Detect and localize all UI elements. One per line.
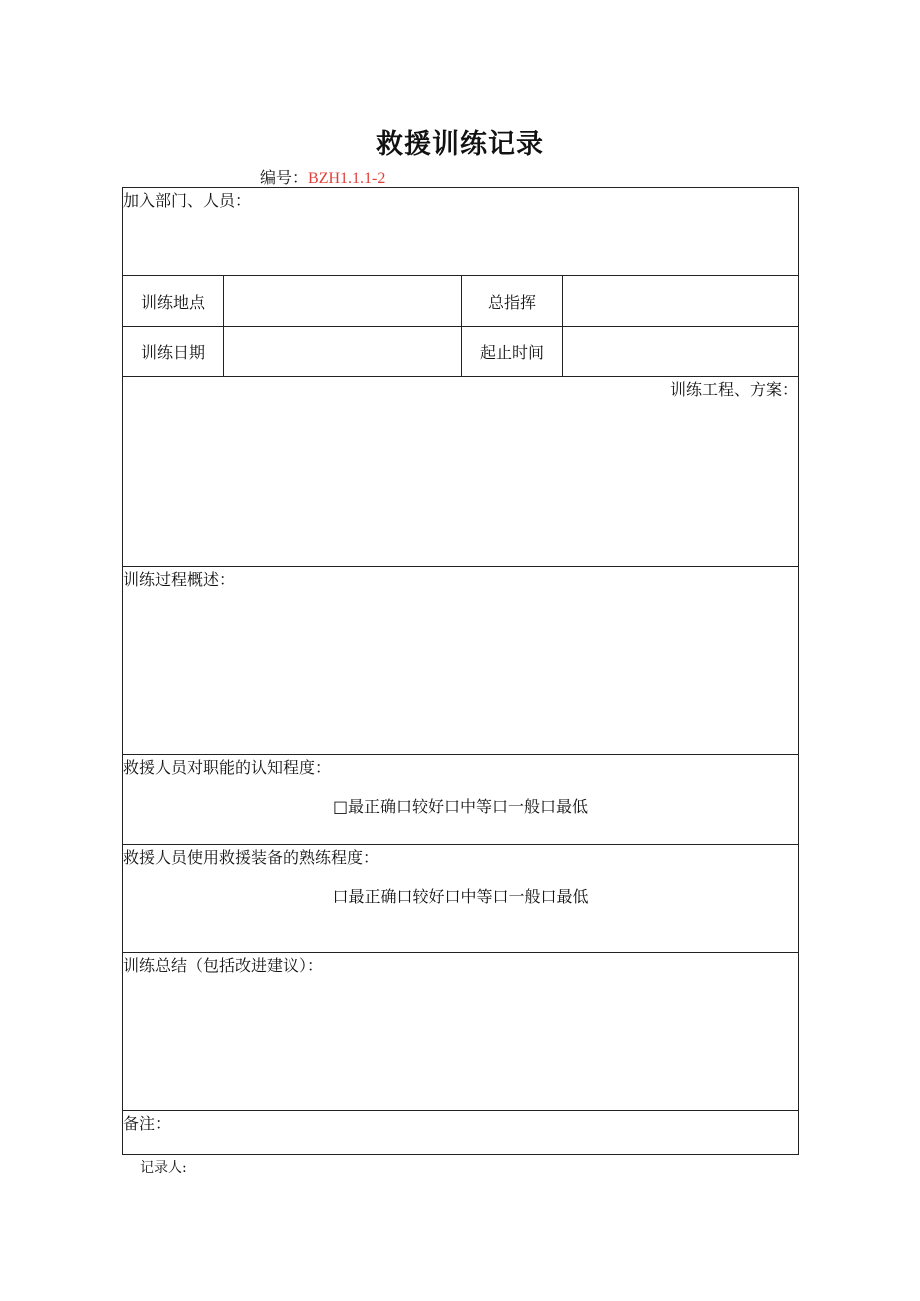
document-code — [260, 165, 385, 188]
cognition-cell — [123, 755, 799, 845]
page-title: 救援训练记录 — [376, 129, 544, 160]
participants-cell[interactable] — [123, 188, 799, 276]
cognition-row — [123, 755, 799, 845]
commander-field[interactable] — [563, 276, 799, 327]
date-label: 训练日期 — [123, 327, 224, 377]
remarks-label: 备注： — [123, 1114, 172, 1133]
date-field[interactable] — [224, 327, 462, 377]
summary-cell[interactable] — [123, 953, 799, 1111]
remarks-row — [123, 1111, 799, 1155]
cognition-options[interactable]: □最正确口较好口中等口一般口最低 — [332, 797, 589, 816]
summary-label: 训练总结（包括改进建议）： — [123, 956, 324, 975]
location-label: 训练地点 — [123, 276, 224, 327]
training-record-table — [122, 187, 799, 1155]
time-label: 起止时间 — [462, 327, 563, 377]
process-row — [123, 567, 799, 755]
location-row — [123, 276, 799, 327]
plan-row — [123, 377, 799, 567]
remarks-cell[interactable] — [123, 1111, 799, 1155]
cognition-label: 救援人员对职能的认知程度： — [123, 758, 332, 777]
recorder-label: 记录人: — [140, 1160, 187, 1176]
proficiency-row — [123, 845, 799, 953]
proficiency-label: 救援人员使用救援装备的熟练程度： — [123, 848, 380, 867]
proficiency-options[interactable]: 口最正确口较好口中等口一般口最低 — [332, 887, 589, 906]
location-field[interactable] — [224, 276, 462, 327]
commander-label: 总指挥 — [462, 276, 563, 327]
time-field[interactable] — [563, 327, 799, 377]
date-row — [123, 327, 799, 377]
process-label: 训练过程概述： — [123, 570, 236, 589]
code-label: 编号： — [260, 168, 309, 187]
summary-row — [123, 953, 799, 1111]
plan-label: 训练工程、方案： — [670, 380, 799, 399]
plan-cell[interactable] — [123, 377, 799, 567]
participants-label: 加入部门、人员： — [123, 191, 252, 210]
process-cell[interactable] — [123, 567, 799, 755]
proficiency-cell — [123, 845, 799, 953]
code-value: BZH1.1.1-2 — [308, 170, 386, 187]
participants-row — [123, 188, 799, 276]
